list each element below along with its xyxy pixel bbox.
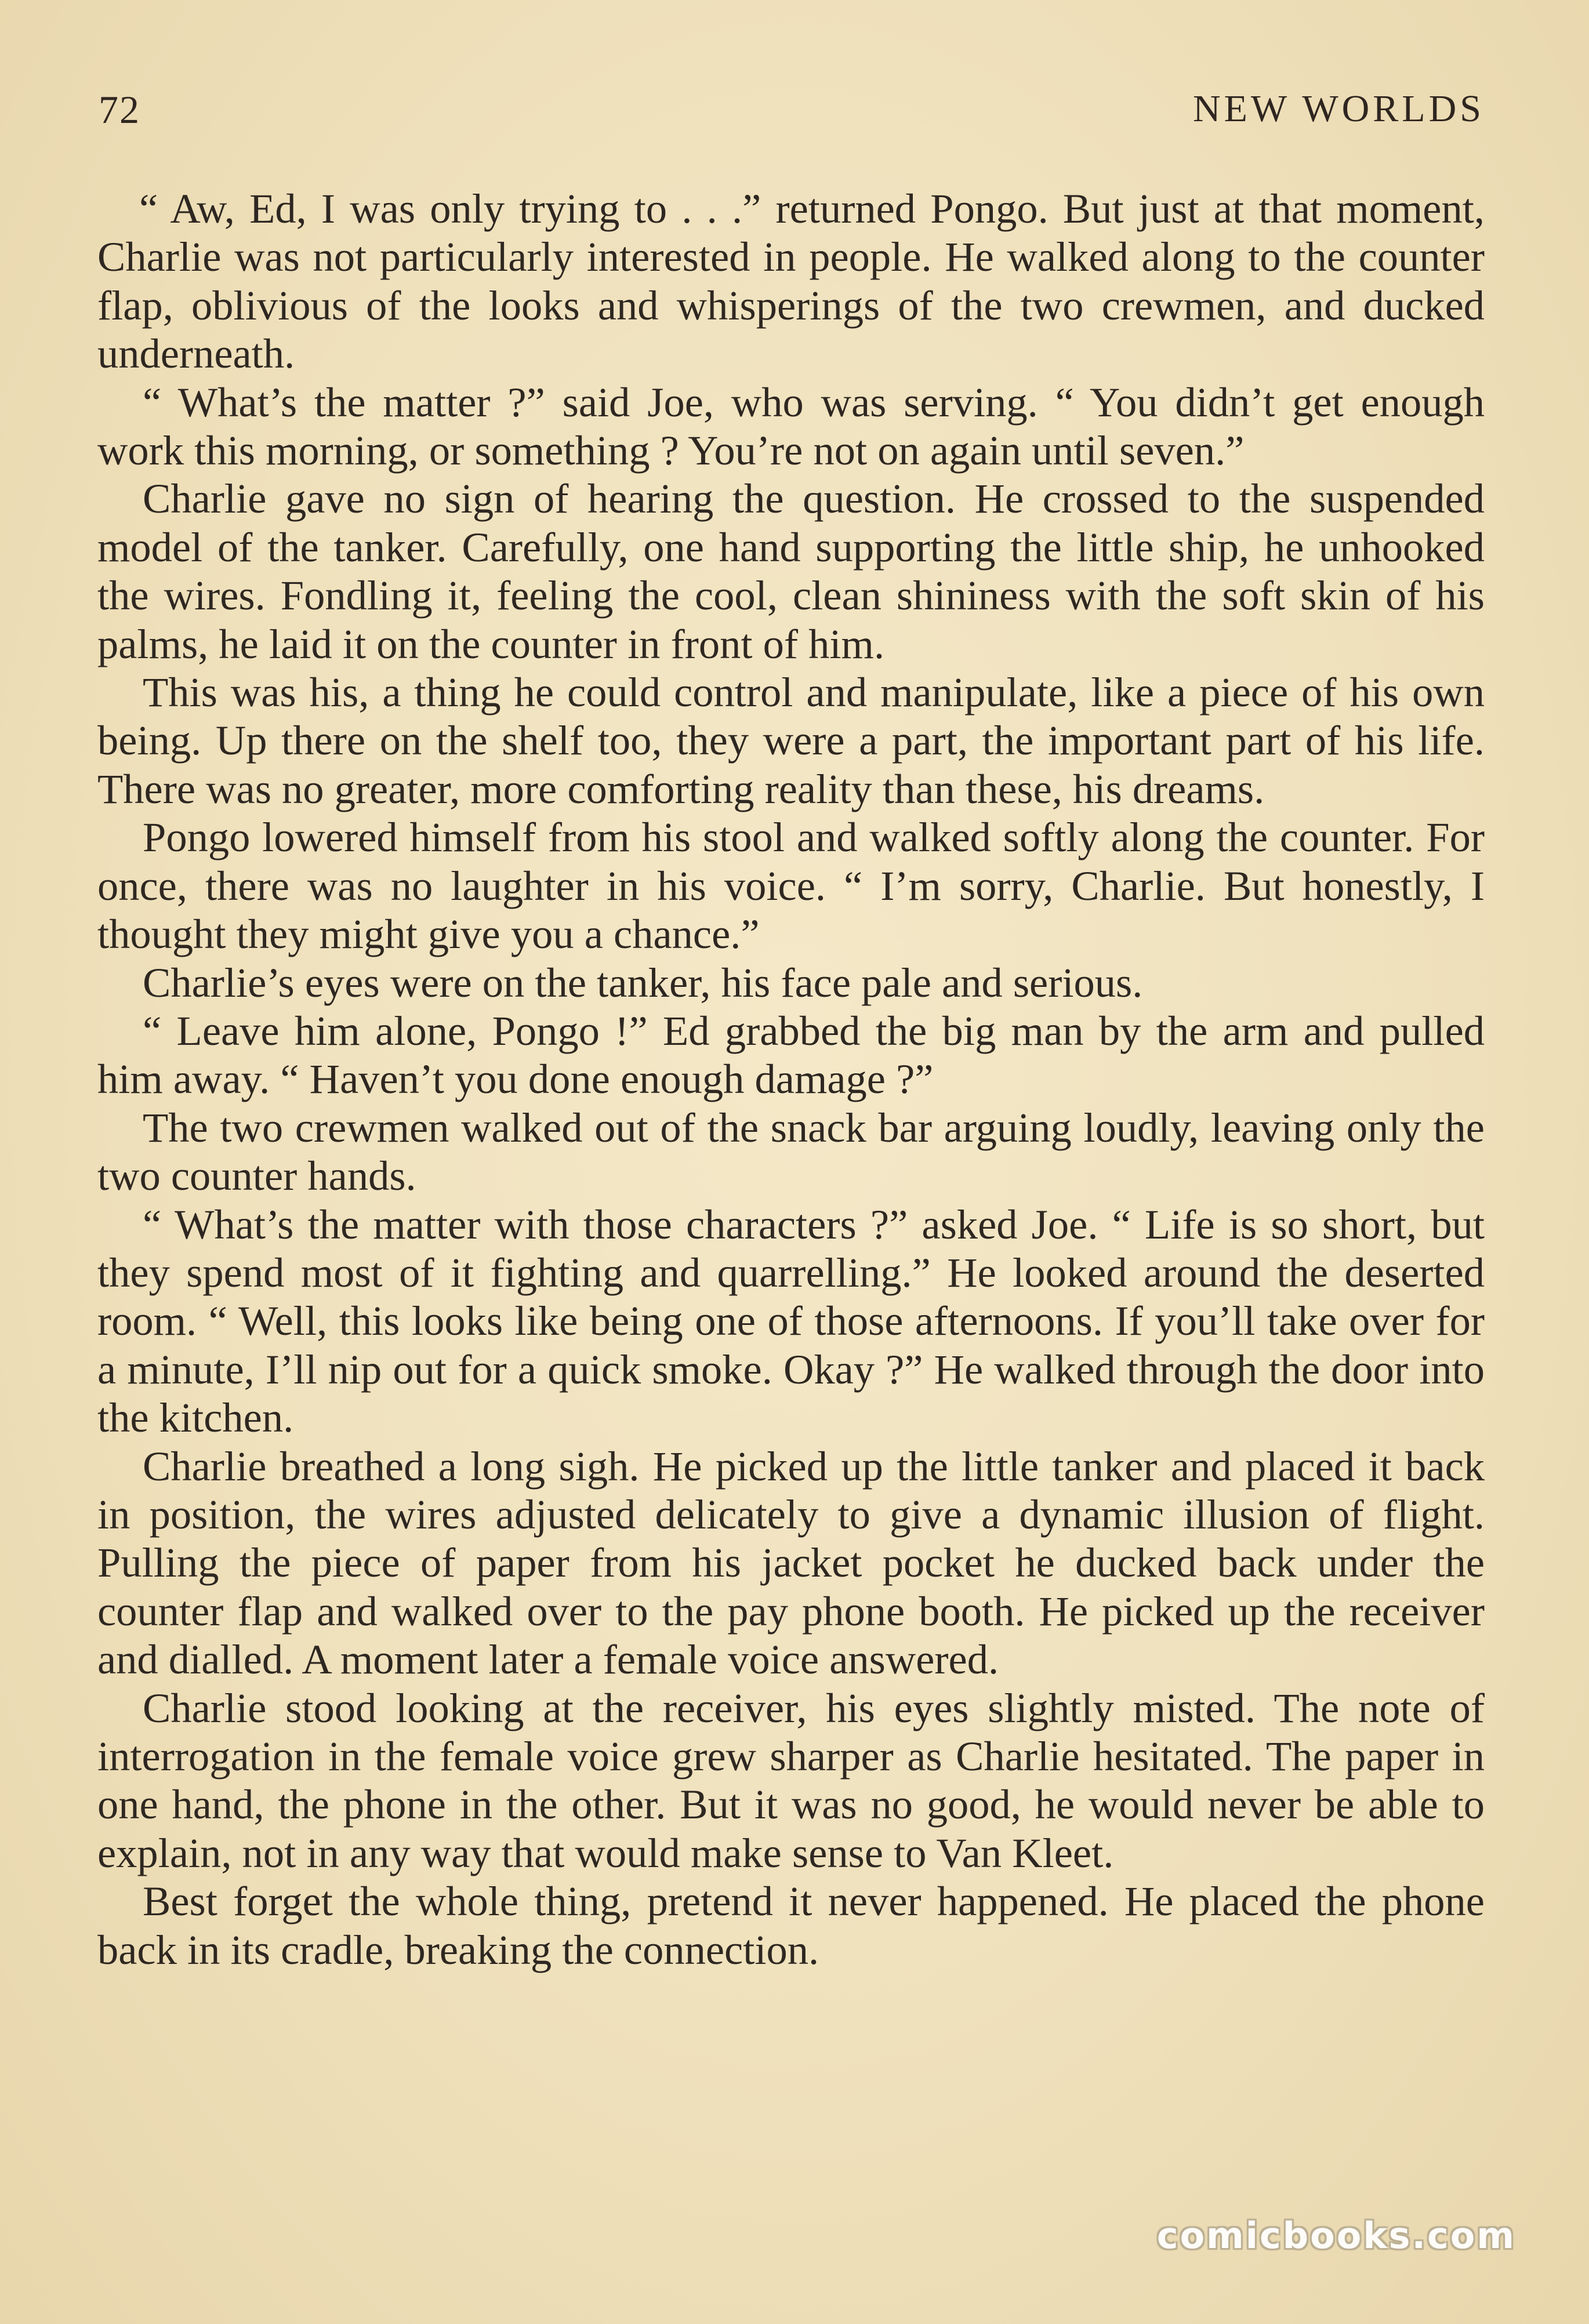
page-header bbox=[99, 87, 1485, 145]
paragraph: Charlie gave no sign of hearing the question. He crossed to the suspended model of the tanker. Carefully, one hand supporting the little ship, he unhooked the wires. Fondling it, feeling the cool, clean shininess with the soft skin of his palms, he laid it on the counter in front of him. bbox=[97, 475, 1485, 667]
paragraph: The two crewmen walked out of the snack bar arguing loudly, leaving only the two counter hands. bbox=[97, 1103, 1485, 1200]
body-text bbox=[97, 184, 1485, 1974]
paragraph: “ Leave him alone, Pongo !” Ed grabbed the big man by the arm and pulled him away. “ Haven’t you done enough damage ?” bbox=[97, 1007, 1485, 1103]
paragraph: “ Aw, Ed, I was only trying to . . .” returned Pongo. But just at that moment, Charlie was not particularly interested in people. He walked along to the counter flap, oblivious of the looks and whisperings of the two crewmen, and ducked underneath. bbox=[97, 185, 1485, 377]
page-number: 72 bbox=[99, 88, 140, 132]
paragraph: “ What’s the matter ?” said Joe, who was serving. “ You didn’t get enough work this morning, or something ? You’re not on again until seven.” bbox=[97, 378, 1485, 474]
paragraph: Best forget the whole thing, pretend it never happened. He placed the phone back in its cradle, breaking the connection. bbox=[97, 1878, 1485, 1973]
paragraph: “ What’s the matter with those characters ?” asked Joe. “ Life is so short, but they spend most of it fighting and quarrelling.” He looked around the deserted room. “ Well, this looks like being one of those afternoons. If you’ll take over for a minute, I’ll nip out for a quick smoke. Okay ?” He walked through the door into the kitchen. bbox=[97, 1200, 1485, 1441]
paragraph: Charlie stood looking at the receiver, his eyes slightly misted. The note of interrogation in the female voice grew sharper as Charlie hesitated. The paper in one hand, the phone in the other. But it was no good, he would never be able to explain, not in any way that would make sense to Van Kleet. bbox=[97, 1684, 1485, 1876]
watermark: comicbooks.com bbox=[1156, 2214, 1516, 2257]
paragraph: Charlie’s eyes were on the tanker, his face pale and serious. bbox=[143, 958, 1143, 1006]
paragraph: Charlie breathed a long sigh. He picked up the little tanker and placed it back in position, the wires adjusted delicately to give a dynamic illusion of flight. Pulling the piece of paper from his jacket pocket he ducked back under the counter flap and walked over to the pay phone booth. He picked up the receiver and dialled. A moment later a female voice answered. bbox=[97, 1442, 1485, 1683]
paragraph: Pongo lowered himself from his stool and walked softly along the counter. For once, there was no laughter in his voice. “ I’m sorry, Charlie. But honestly, I thought they might give you a chance.” bbox=[97, 814, 1485, 958]
running-head: NEW WORLDS bbox=[1192, 88, 1485, 130]
paragraph: This was his, a thing he could control and manipulate, like a piece of his own being. Up there on the shelf too, they were a part, the important part of his life. There was no greater, more comforting reality than these, his dreams. bbox=[97, 669, 1485, 812]
